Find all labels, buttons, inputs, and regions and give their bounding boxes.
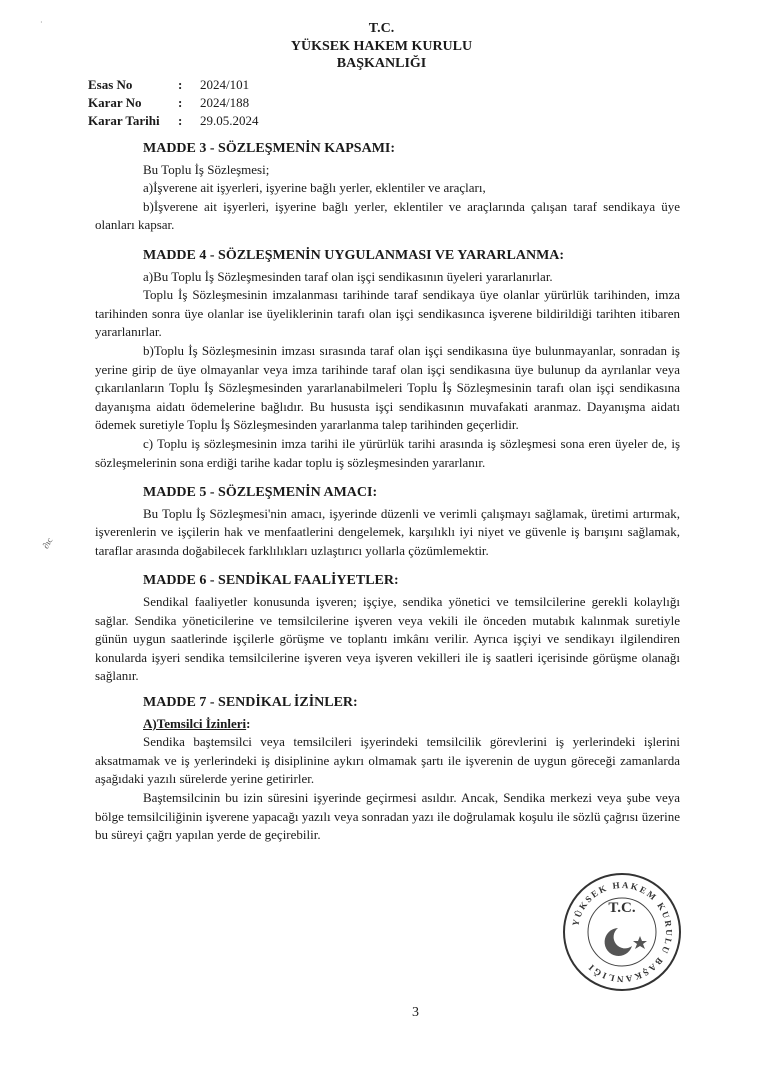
article-5-paragraph: Bu Toplu İş Sözleşmesi'nin amacı, işyerinde düzenli ve verimli çalışmayı sağlamak, üretimi artırmak, işverenlerin ve işçilerin hak ve menfaatlerini dengelemek, karşılıklı iyi niyet ve güvenle iş barışını sağlamak, taraflar arasında doğabilecek farklılıkları uzlaştırıcı yollarla çözümlemektir. — [95, 505, 680, 558]
article-5-title: MADDE 5 - SÖZLEŞMENİN AMACI: — [143, 485, 378, 501]
meta-value: 2024/188 — [200, 95, 250, 110]
case-metadata — [88, 76, 259, 130]
article-4-paragraph: Toplu İş Sözleşmesinin imzalanması tarihinde taraf sendikaya üye olanlar yürürlük tarihinden, imza tarihinden sonra üye olanlar ise üyeliklerinin tarafı olan işçi sendikasınca işverene bildirildiği tarihten itibaren yararlanırlar. — [95, 287, 680, 340]
seal-outer-ring — [564, 874, 680, 990]
meta-label: Karar Tarihi — [88, 113, 160, 128]
article-7-subtitle — [143, 715, 680, 734]
meta-value: 2024/101 — [200, 77, 250, 92]
article-4-item-c: c) Toplu iş sözleşmesinin imza tarihi ile yürürlük tarihi arasında iş sözleşmesi sona eren üyeler de, iş sözleşmelerinin sona erdiği tarihe kadar toplu iş sözleşmesinden yararlanır. — [95, 435, 680, 470]
subtitle-text: A)Temsilci İzinleri — [143, 715, 247, 731]
document-body — [95, 140, 680, 845]
article-6-title: MADDE 6 - SENDİKAL FAALİYETLER: — [143, 573, 399, 589]
article-4-item-b: b)Toplu İş Sözleşmesinin imzası sırasında taraf olan işçi sendikasına üye bulunmayanlar, sonradan iş yerine girip de üye olmayanlar veya imza tarihinde taraf olan işçi sendikasına üye bulunup da ayrılanlar veya çıkarılanların Toplu İş Sözleşmesinden yararlanabilmeleri Toplu İş Sözleşmesinin tarafı olan işçi sendikasına dayanışma aidatı ödemelerine bağlıdır. Bu hususta işçi sendikasının muvafakati aranmaz. Dayanışma aidatı ödemek suretiyle Toplu İş Sözleşmesinden yararlanma talep tarihinden geçerlidir. — [95, 342, 680, 433]
seal-top-text: T.C. — [608, 900, 636, 916]
meta-row-tarih — [88, 112, 259, 130]
meta-row-karar — [88, 94, 259, 112]
scan-speck: · — [40, 18, 43, 27]
article-4-title: MADDE 4 - SÖZLEŞMENİN UYGULANMASI VE YARARLANMA: — [143, 247, 565, 263]
article-3-item-a: a)İşverene ait işyerleri, işyerine bağlı yerler, eklentiler ve araçları, — [143, 180, 486, 196]
official-seal-stamp — [560, 870, 684, 994]
crescent-icon — [605, 928, 632, 956]
article-3-title: MADDE 3 - SÖZLEŞMENİN KAPSAMI: — [143, 141, 396, 156]
header-presidency: BAŞKANLIĞI — [336, 56, 427, 71]
article-7-paragraph-1: Sendika baştemsilci veya temsilcileri işyerindeki temsilcilik görevlerini iş yerlerindeki işlerini aksatmamak ve iş yerlerindeki iş disiplinine aykırı olmamak şartı ile işverenin de uygun göreceği zamanlarda aşağıdaki yazılı sürelerde yerine getirirler. — [95, 734, 680, 787]
article-7-paragraph-2: Baştemsilcinin bu izin süresini işyerinde geçirmesi asıldır. Ancak, Sendika merkezi veya şube veya bölge temsilciliğinin işverene yapacağı yazılı veya sonradan yazı ile doğrulamak koşulu ile sözlü çağrısı üzerine bu süreyi çağrı yapılan yerde de geçirebilir. — [95, 790, 680, 843]
meta-colon: : — [178, 77, 183, 92]
article-3-item-b: b)İşverene ait işyerleri, işyerine bağlı yerler, eklentiler ve araçlarında çalışan taraf sendikaya üye olanları kapsar. — [95, 198, 680, 233]
page-number: 3 — [412, 1005, 419, 1020]
meta-label: Karar No — [88, 95, 142, 110]
meta-colon: : — [178, 113, 183, 128]
article-4-item-a: a)Bu Toplu İş Sözleşmesinden taraf olan işçi sendikasının üyeleri yararlanırlar. — [143, 268, 553, 284]
meta-colon: : — [178, 95, 183, 110]
meta-value: 29.05.2024 — [200, 113, 259, 128]
margin-scribble: ∂ıc — [40, 535, 55, 551]
subtitle-colon: : — [246, 715, 251, 731]
meta-label: Esas No — [88, 77, 133, 92]
star-icon — [633, 936, 647, 949]
article-3-intro: Bu Toplu İş Sözleşmesi; — [143, 161, 270, 177]
meta-row-esas — [88, 76, 259, 94]
seal-ring-text: YÜKSEK HAKEM KURULU BAŞKANLIĞI — [570, 879, 675, 985]
article-6-paragraph: Sendikal faaliyetler konusunda işveren; işçiye, sendika yönetici ve temsilcilerine gerekli kolaylığı sağlar. Sendika yöneticilerine ve temsilcilerine işveren veya vekili ile önceden mutabık kalınmak suretiyle günün uygun saatlerinde işçilerle görüşme ve toplantı imkânı verilir. Ayrıca işçiyi ve sendikayı ilgilendiren konularda işyeri sendika temsilcilerine işveren veya işveren vekilleri ile iş saatleri içerisinde görüşme olanağı sağlanır. — [95, 594, 680, 684]
header-institution: YÜKSEK HAKEM KURULU — [290, 39, 473, 54]
article-7-title: MADDE 7 - SENDİKAL İZİNLER: — [143, 695, 358, 711]
header-tc: T.C. — [368, 21, 395, 36]
